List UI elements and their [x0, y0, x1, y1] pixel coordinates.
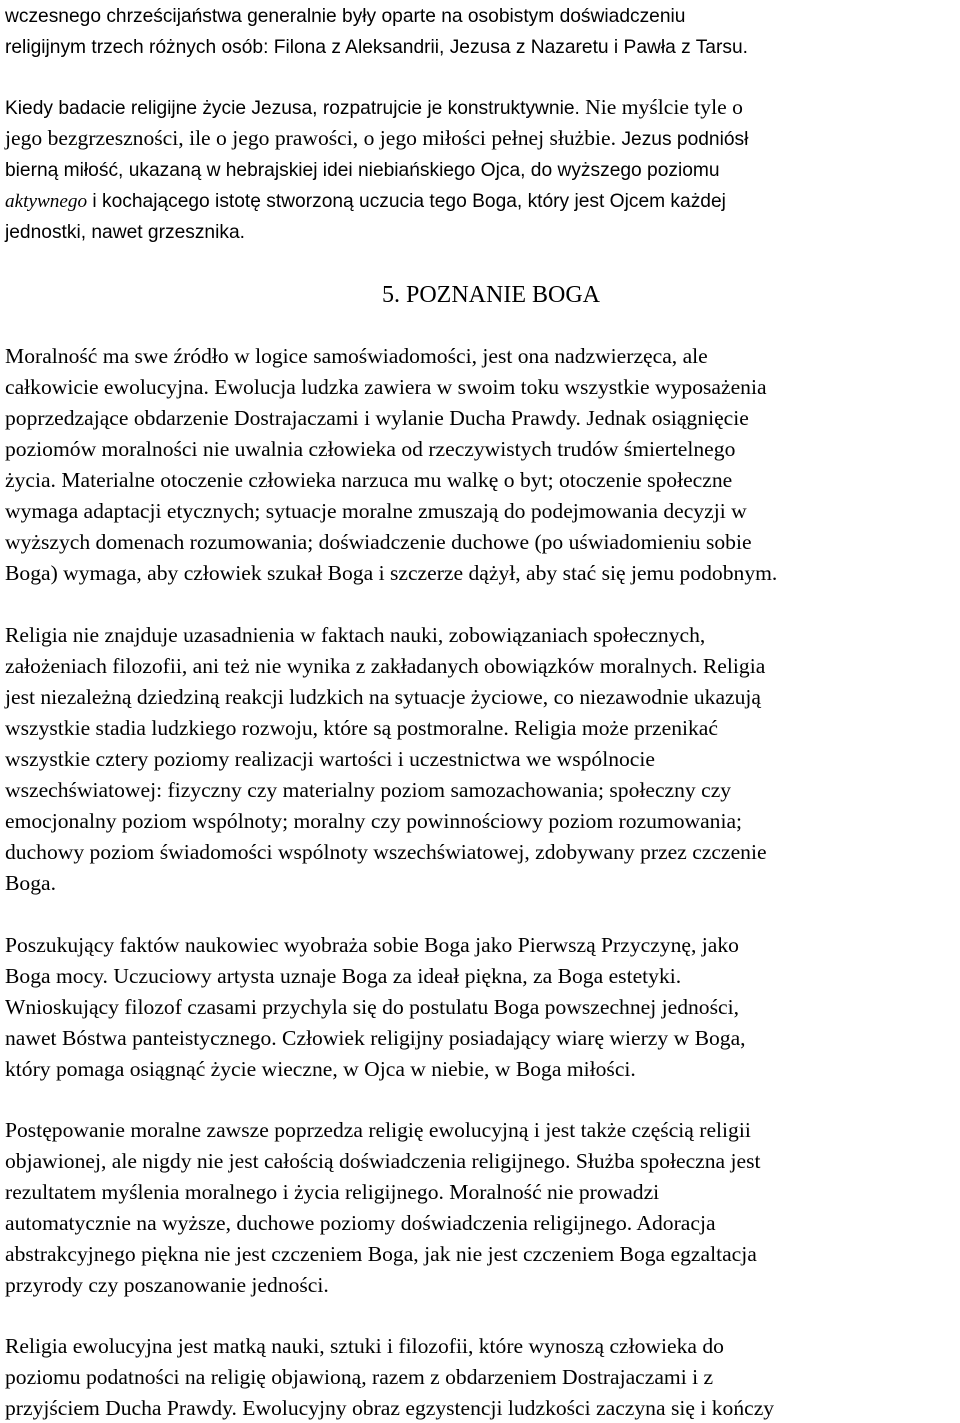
p3-line: jest niezależną dziedziną reakcji ludzkich na sytuacje życiowe, co niezawodnie ukazują — [5, 685, 762, 709]
p1-text-serif: jego bezgrzeszności, ile o jego prawości, o jego miłości pełnej służbie. — [5, 126, 622, 150]
p1-text-sans: Jezus podniósł — [621, 129, 749, 150]
p1-text-sans: bierną miłość, ukazaną w hebrajskiej idei niebiańskiego Ojca, do wyższego poziomu — [5, 160, 720, 181]
p3-line: Religia nie znajduje uzasadnienia w faktach nauki, zobowiązaniach społecznych, — [5, 623, 706, 647]
p1-line-5 — [5, 218, 245, 246]
p4-line: który pomaga osiągnąć życie wieczne, w Ojca w niebie, w Boga miłości. — [5, 1057, 636, 1081]
p3-line: wszystkie stadia ludzkiego rozwoju, które są postmoralne. Religia może przenikać — [5, 716, 718, 740]
p2-line: poprzedzające obdarzenie Dostrajaczami i wylanie Ducha Prawdy. Jednak osiągnięcie — [5, 406, 749, 430]
p1-line-2 — [5, 125, 748, 153]
p2-line: poziomów moralności nie uwalnia człowieka od rzeczywistych trudów śmiertelnego — [5, 437, 736, 461]
p1-italic-word: aktywnego — [5, 191, 88, 212]
p1-text-sans: jednostki, nawet grzesznika. — [5, 222, 245, 243]
intro-text: religijnym trzech różnych osób: Filona z Aleksandrii, Jezusa z Nazaretu i Pawła z Tarsu. — [5, 37, 748, 58]
p5-line: przyrody czy poszanowanie jedności. — [5, 1273, 329, 1297]
p3-line: emocjonalny poziom wspólnoty; moralny czy powinnościowy poziom rozumowania; — [5, 809, 743, 833]
p3-line: duchowy poziom świadomości wspólnoty wszechświatowej, zdobywany przez czczenie — [5, 840, 767, 864]
p4-line: Wnioskujący filozof czasami przychyla się do postulatu Boga powszechnej jedności, — [5, 995, 739, 1019]
intro-line-1 — [5, 2, 685, 30]
p2-line: wyższych domenach rozumowania; doświadczenie duchowe (po uświadomieniu sobie — [5, 530, 752, 554]
p5-line: abstrakcyjnego piękna nie jest czczeniem Boga, jak nie jest czczeniem Boga egzaltacja — [5, 1242, 757, 1266]
intro-text: wczesnego chrześcijaństwa generalnie były oparte na osobistym doświadczeniu — [5, 6, 686, 27]
p5-line: rezultatem myślenia moralnego i życia religijnego. Moralność nie prowadzi — [5, 1180, 660, 1204]
p2-line: Boga) wymaga, aby człowiek szukał Boga i szczerze dążył, aby stać się jemu podobnym. — [5, 561, 778, 585]
p1-line-4 — [5, 187, 726, 215]
p5-line: automatycznie na wyższe, duchowe poziomy doświadczenia religijnego. Adoracja — [5, 1211, 716, 1235]
p2-line: życia. Materialne otoczenie człowieka narzuca mu walkę o byt; otoczenie społeczne — [5, 468, 733, 492]
p5-line: Postępowanie moralne zawsze poprzedza religię ewolucyjną i jest także częścią religii — [5, 1118, 751, 1142]
p2-line: Moralność ma swe źródło w logice samoświadomości, jest ona nadzwierzęca, ale — [5, 344, 708, 368]
p1-text-sans: Kiedy badacie religijne życie Jezusa, rozpatrujcie je konstruktywnie. — [5, 98, 586, 119]
p3-line: założeniach filozofii, ani też nie wynika z zakładanych obowiązków moralnych. Religia — [5, 654, 766, 678]
p5-line: objawionej, ale nigdy nie jest całością doświadczenia religijnego. Służba społeczna jest — [5, 1149, 761, 1173]
intro-line-2 — [5, 33, 748, 61]
p2-line: całkowicie ewolucyjna. Ewolucja ludzka zawiera w swoim toku wszystkie wyposażenia — [5, 375, 767, 399]
p1-line-3 — [5, 156, 720, 184]
p6-line: przyjściem Ducha Prawdy. Ewolucyjny obraz egzystencji ludzkości zaczyna się i kończy — [5, 1396, 775, 1420]
p1-text-sans: i kochającego istotę stworzoną uczucia tego Boga, który jest Ojcem każdej — [87, 191, 726, 212]
section-heading: 5. POZNANIE BOGA — [382, 282, 600, 308]
p6-line: poziomu podatności na religię objawioną, razem z obdarzeniem Dostrajaczami i z — [5, 1365, 714, 1389]
p4-line: nawet Bóstwa panteistycznego. Człowiek religijny posiadający wiarę wierzy w Boga, — [5, 1026, 746, 1050]
p4-line: Boga mocy. Uczuciowy artysta uznaje Boga za ideał piękna, za Boga estetyki. — [5, 964, 682, 988]
p4-line: Poszukujący faktów naukowiec wyobraża sobie Boga jako Pierwszą Przyczynę, jako — [5, 933, 739, 957]
p1-text-serif: Nie myślcie tyle o — [585, 95, 743, 119]
p3-line: wszechświatowej: fizyczny czy materialny poziom samozachowania; społeczny czy — [5, 778, 732, 802]
p3-line: Boga. — [5, 871, 56, 895]
p2-line: wymaga adaptacji etycznych; sytuacje moralne zmuszają do podejmowania decyzji w — [5, 499, 747, 523]
p1-line-1 — [5, 94, 743, 122]
p3-line: wszystkie cztery poziomy realizacji wartości i uczestnictwa we wspólnocie — [5, 747, 655, 771]
p6-line: Religia ewolucyjna jest matką nauki, sztuki i filozofii, które wynoszą człowieka do — [5, 1334, 724, 1358]
